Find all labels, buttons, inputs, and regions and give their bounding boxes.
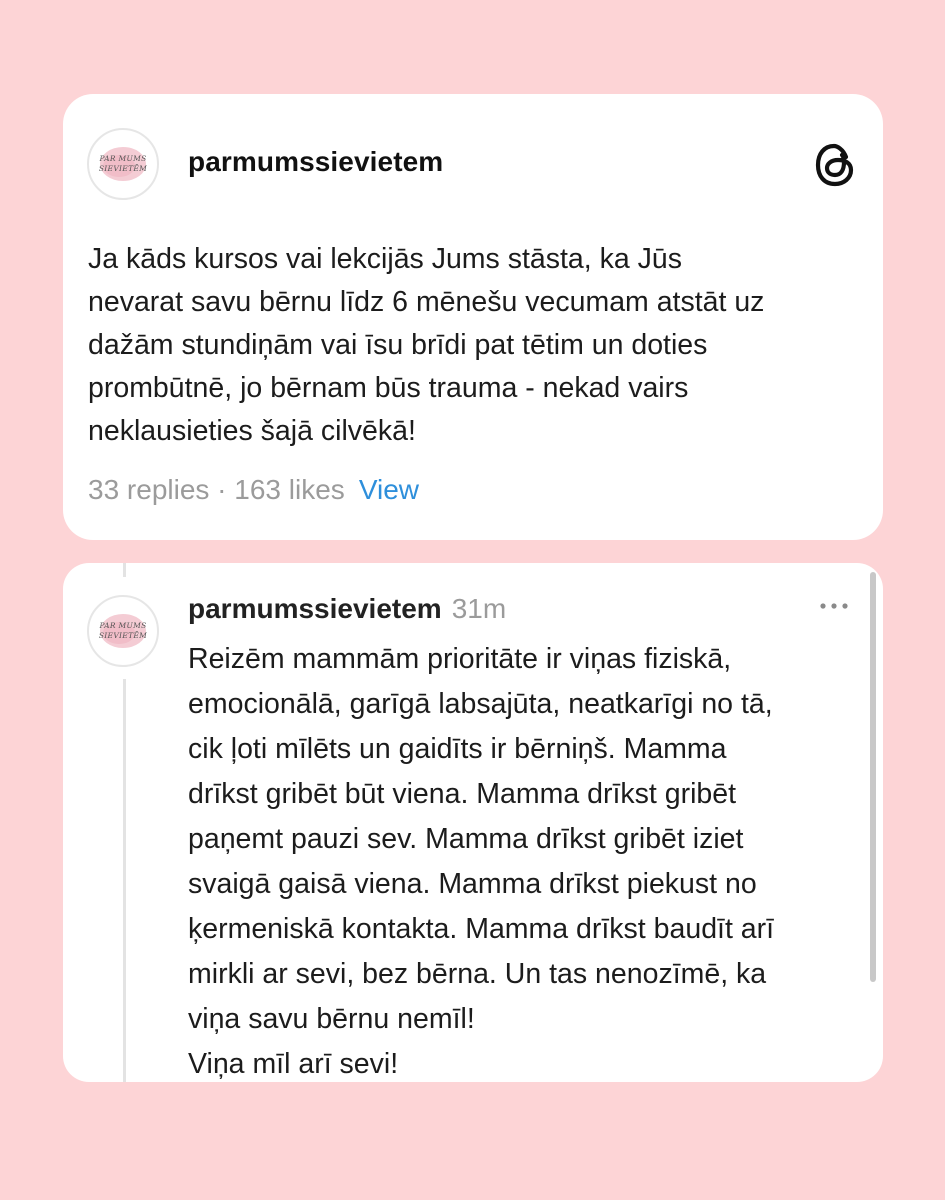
avatar[interactable] [87,128,159,200]
post-line: neklausieties šajā cilvēkā! [88,415,416,447]
post-stats [88,474,419,506]
post-username[interactable]: parmumssievietem [188,146,444,177]
scrollbar[interactable] [870,572,876,982]
view-link[interactable]: View [358,474,419,505]
thread-connector-line [123,563,126,577]
post-body [88,238,858,453]
reply-line: mirkli ar sevi, bez bērna. Un tas nenozīmē, ka [188,958,767,990]
post-line: dažām stundiņām vai īsu brīdi pat tētim un doties [88,329,708,361]
reply-line: ķermeniskā kontakta. Mamma drīkst baudīt arī [188,913,775,945]
reply-body [188,637,858,1087]
post-line: prombūtnē, jo bērnam būs trauma - nekad vairs [88,372,689,404]
thread-connector-line [123,679,126,1082]
replies-likes-count: 33 replies · 163 likes [88,474,345,505]
reply-line: drīkst gribēt būt viena. Mamma drīkst gribēt [188,778,737,810]
reply-line: paņemt pauzi sev. Mamma drīkst gribēt iziet [188,823,744,855]
reply-line: Reizēm mammām prioritāte ir viņas fiziskā, [188,643,732,675]
avatar-logo-icon [89,597,157,665]
reply-card [63,563,883,1082]
post-line: nevarat savu bērnu līdz 6 mēnešu vecumam atstāt uz [88,286,765,318]
reply-timestamp: 31m [451,593,507,624]
avatar[interactable] [87,595,159,667]
avatar-text-line-2: SIEVIETĒM [98,164,148,173]
post-line: Ja kāds kursos vai lekcijās Jums stāsta, ka Jūs [88,243,682,275]
reply-line: Viņa mīl arī sevi! [188,1048,399,1080]
reply-username[interactable]: parmumssievietem [188,593,442,624]
reply-header [188,593,506,625]
reply-line: emocionālā, garīgā labsajūta, neatkarīgi no tā, [188,688,773,720]
avatar-logo-icon [89,130,157,198]
post-card [63,94,883,540]
threads-logo-icon[interactable] [813,142,857,188]
avatar-text-line-1: PAR MUMS [99,154,147,163]
more-horizontal-icon[interactable] [818,597,850,615]
avatar-text-line-1: PAR MUMS [99,621,147,630]
reply-line: viņa savu bērnu nemīl! [188,1003,475,1035]
reply-line: svaigā gaisā viena. Mamma drīkst piekust no [188,868,757,900]
avatar-text-line-2: SIEVIETĒM [98,631,148,640]
reply-line: cik ļoti mīlēts un gaidīts ir bērniņš. Mamma [188,733,727,765]
